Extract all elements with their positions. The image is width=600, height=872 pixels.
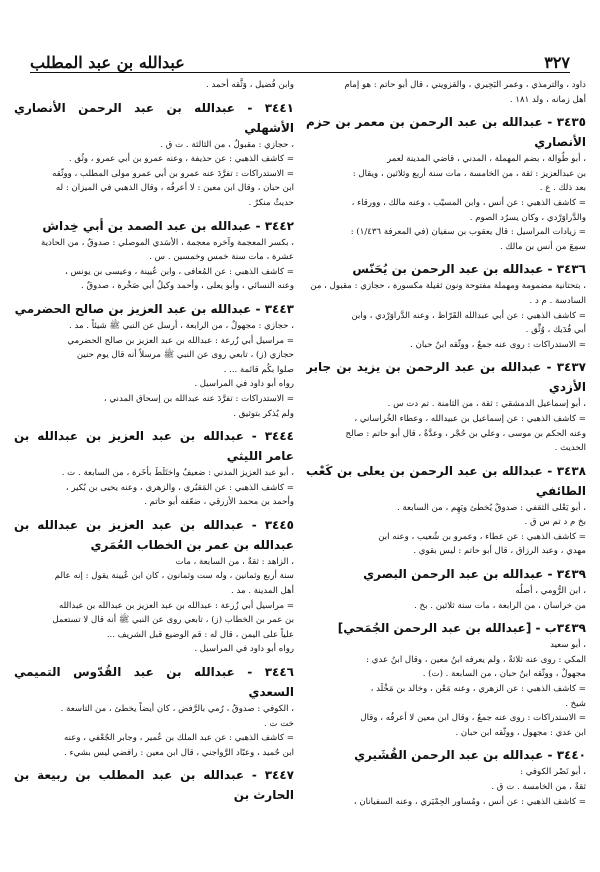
entry-text-line: السادسة . م د . <box>529 295 586 306</box>
biography-entry <box>306 112 586 254</box>
page-header <box>30 50 570 73</box>
entry-text-line: ، ابن الرُّومي ، أصلُه <box>515 586 586 597</box>
entry-text-line: وأحمد بن محمد الأزرقي ، ضعّفه أبو حاتم . <box>144 497 294 508</box>
entry-text-line: بن عمر بن الخطاب (ز) ، تابعي روى عن النبي ﷺ أنه قال لا تستعمل <box>52 615 294 626</box>
entry-heading: ٣٤٤١ - عبدالله بن عبد الرحمن الأنصاري الأشهلي <box>14 100 294 135</box>
entry-text-line: = كاشف الذهبي : عن إسماعيل بن عبيدالله ، وعطاء الخُراساني ، <box>354 413 586 424</box>
biography-entry <box>306 461 586 559</box>
entry-text-line: ، الزاهد : ثقةٌ ، من السابعة ، مات <box>175 556 294 567</box>
biography-entry <box>306 564 586 613</box>
entry-text-line: = كاشف الذهبي : عن أنس ، ومُساور الحِمْيَري ، وعنه السفيانان ، <box>353 796 586 807</box>
entry-text-line: ، بتحتانية مضمومة ومهملة مفتوحة ونون ثقيلة مكسورة ، حجازي : مقبول ، من <box>310 281 586 292</box>
entry-text-line: أهل المدينة . مد . <box>230 586 294 597</box>
entry-heading: ٣٤٣٧ - عبدالله بن عبد الرحمن بن يزيد بن جابر الأزدي <box>306 360 586 395</box>
entry-text-line: رواه أبو داود في المراسيل . <box>194 379 294 390</box>
entry-text-line: = كاشف الذهبي : عن حذيفة ، وعنه عمرو بن أبي عمرو ، وثُق . <box>68 154 294 165</box>
entry-text-line: خت ت . <box>263 718 294 729</box>
entry-text-line: حجازي (ز) ، تابعي روى عن النبي ﷺ مرسلاً أنه قال يوم حنين <box>76 350 294 361</box>
entry-heading: ٣٤٤٣ - عبدالله بن عبد العزيز بن صالح الحضرمي <box>14 301 294 316</box>
biography-entry <box>14 98 294 211</box>
entry-text-line: سمِعَ من أنس بن مالك . <box>499 241 586 252</box>
entry-text-line: مهدي ، وعبد الرزاق ، قال أبو حاتم : ليس بقوي . <box>413 546 586 557</box>
entry-text-line: = كاشف الذهبي : عن المَقبُري ، والزهري ، وعنه يحيى بن بُكير ، <box>65 482 294 493</box>
biography-entry <box>306 78 586 107</box>
running-title: عبدالله بن عبد المطلب <box>30 53 185 72</box>
entry-text-line: = كاشف الذهبي : عن عطاء ، وعمرو بن شُعيب ، وعنه ابن <box>378 531 586 542</box>
entry-text-line: = الاستدراكات : تفرَّدَ عنه عبدالله بن إسحاق المدني ، <box>103 393 294 404</box>
entry-text-line: = كاشف الذهبي : عن أنس ، وابن المسيّب ، وعنه مالك ، وورقاء ، <box>351 197 586 208</box>
entry-text-line: ، أبو إسماعيل الدمشقي : ثقة ، من الثامنة . تم دت س . <box>387 399 586 410</box>
entry-text-line: مجهولٌ ، ووثّقه ابنُ حبان ، من السابعة . (ت) . <box>422 669 586 680</box>
entry-text-line: وعنه النسائي ، وأبو يعلى ، وأحمد وكيلُ أبي صَخْرة ، صدوقٌ . <box>81 281 294 292</box>
entry-text-line: = الاستدراكات : تفرَّدَ عنه عمرو بن أبي عمرو مولى المطلب ، ووثّقه <box>52 168 294 179</box>
entry-text-line: ، أبو طُوالة ، بضم المهملة ، المدني ، قاضي المدينة لعمر <box>387 154 586 165</box>
entry-heading: ٣٤٣٥ - عبدالله بن عبد الرحمن بن معمر بن حزم الأنصاري <box>306 115 586 150</box>
entry-text-line: بعد ذلك . ع . <box>539 183 586 194</box>
entry-text-line: ، أبو عبد العزيز المدني : ضعيفٌ واختَلَطَ بأخَرة ، من السابعة . ت . <box>61 468 294 479</box>
entry-text-line: سنة أربع وثمانين ، وله ست وثمانون ، كان ابن عُيينة يقول : إنه عالم <box>54 571 294 582</box>
entry-text-line: ، أبو سعيد <box>550 640 586 651</box>
entry-text-line: والدَّراوَرْدي ، وكان يسرُد الصوم . <box>469 212 586 223</box>
entry-heading: ٣٤٤٧ - عبدالله بن عبد المطلب بن ربيعة بن الحارث بن <box>14 768 294 803</box>
page-number: ٣٢٧ <box>544 53 570 72</box>
right-column <box>306 78 586 864</box>
entry-text-line: ، أبو نَصْر الكوفي : <box>520 767 586 778</box>
entry-text-line: بخ م د تم س ق . <box>524 517 586 528</box>
entry-text-line: = كاشف الذهبي : عن المُعافى ، وابن عُيينة ، وعيسى بن يونس ، <box>64 266 294 277</box>
entry-text-line: رواه أبو داود في المراسيل . <box>194 644 294 655</box>
entry-text-line: = كاشف الذهبي : عن أبي عبدالله القَرّاظ ، وعنه الدَّراوَرْدي ، وابن <box>351 310 586 321</box>
entry-text-line: ، أبو يَعْلى الثقفي : صدوقٌ يُخطئ ويَهِم ، من السابعة . <box>396 502 586 513</box>
entry-text-line: عشرة ، مات سنة خمس وخمسين . س . <box>149 252 294 263</box>
entry-heading: ٣٤٤٥ - عبدالله بن عبد العزيز بن عبدالله بن عبدالله بن عمر بن الخطاب العُمَري <box>14 517 294 552</box>
entry-text-line: من خراسان ، من الرابعة ، مات سنة ثلاثين . بخ . <box>414 600 586 611</box>
entry-heading: ٣٤٣٩ - عبدالله بن عبد الرحمن البصري <box>363 567 586 582</box>
biography-entry <box>306 259 586 352</box>
biography-entry <box>306 618 586 740</box>
entry-text-line: أهل زمانه ، ولد ١٨١ . <box>509 94 586 105</box>
left-column <box>14 78 294 864</box>
biography-entry <box>14 765 294 805</box>
biography-entry <box>14 426 294 510</box>
entry-text-line: ابن حُميد ، وعبّاد الرَّواجني ، قال ابن معين : رافضي ليس بشيء . <box>64 747 294 758</box>
entry-heading: ٣٤٤٢ - عبدالله بن عبد الصمد بن أبي خِداش <box>42 218 294 233</box>
entry-text-line: ابن عدي : مجهول ، ووثّقه ابن حبان . <box>455 727 586 738</box>
entry-text-line: = زيادات المراسيل : قال يعقوب بن سفيان (في المعرفة ١/٤٣٦) : <box>350 227 586 238</box>
entry-text-line: داود ، والترمذي ، وعمر البَحِيري ، والقزويني ، قال أبو حاتم : هو إمام <box>344 80 586 90</box>
entry-text-line: ولم يُذكر بتوثيق . <box>233 408 294 419</box>
entry-heading: ٣٤٤٠ - عبدالله بن عبد الرحمن القُشَيري <box>354 748 586 763</box>
entry-text-line: ، حجازي : مقبولٌ ، من الثالثة . ت ق . <box>160 139 294 150</box>
entry-text-line: ، حجازي : مجهولٌ ، من الرابعة ، أرسل عن النبي ﷺ شيئاً . مد . <box>68 320 294 331</box>
entry-text-line: = كاشف الذهبي : عن الزهري ، وعنه مَعْن ، وخالد بن مَخْلَد ، <box>370 684 586 695</box>
entry-text-line: وابن فُضيل ، وَثَّقه أحمد . <box>206 80 294 90</box>
entry-text-line: = الاستدراكات : روى عنه جمعٌ ، ووثّقه ابنُ حبان . <box>410 339 586 350</box>
entry-text-line: = مراسيل أبي زُرعة : عبدالله بن عبد العزيز بن عبدالله بن عبدالله <box>58 600 294 611</box>
entry-heading: ٣٤٣٦ - عبدالله بن عبد الرحمن بن يُحَنّس <box>352 262 586 277</box>
entry-text-line: علياً على اليمن ، قال له : قم الوضيع قبل الشريف ... <box>106 629 294 640</box>
entry-text-line: ، بكسر المعجمة وآخره معجمة ، الأسَدي الموصلي : صدوقٌ ، من الحادية <box>41 237 294 248</box>
entry-text-line: ابن حبان ، وقال ابن معين : لا أعرفُه ، وقال الذهبي في الميزان : له <box>55 183 294 194</box>
biography-entry <box>14 515 294 657</box>
entry-heading: ٣٤٤٤ - عبدالله بن عبد العزيز بن عبدالله بن عامر الليثي <box>14 429 294 464</box>
biography-entry <box>14 216 294 294</box>
entry-heading: ٣٤٤٦ - عبدالله بن عبد القُدّوس التميمي السعدي <box>14 665 294 700</box>
entry-text-line: = الاستدراكات : روى عنه جمعٌ ، وقال ابن معين لا أعرفُه ، وقال <box>360 713 586 724</box>
entry-text-line: = مراسيل أبي زُرعة : عبدالله بن عبد العزيز بن صالح الحضرمي <box>67 335 294 346</box>
entry-heading: ٣٤٣٨ - عبدالله بن عبد الرحمن بن يعلى بن كَعْب الطائفي <box>306 463 586 498</box>
entry-text-line: صلوا بكُم قائمة ... . <box>223 364 294 375</box>
text-columns <box>14 78 586 864</box>
biography-entry <box>14 299 294 421</box>
entry-text-line: وعنه الحكم بن موسى ، وعلي بن حُجْر ، وعدَّةٌ ، قال أبو حاتم : صالح <box>345 428 586 439</box>
entry-text-line: ثقةٌ ، من الخامسة . ت ق . <box>491 782 586 792</box>
entry-text-line: شيخ . <box>565 698 586 709</box>
biography-entry <box>14 78 294 93</box>
entry-text-line: حديثٌ منكرٌ . <box>248 197 294 208</box>
entry-heading: ٣٤٣٩ب - [عبدالله بن عبد الرحمن الجُمَحي] <box>337 621 586 636</box>
entry-text-line: المكي : روى عنه ثلاثةٌ ، ولم يعرفه ابنُ معين ، وقال ابنُ عدي : <box>366 654 586 665</box>
entry-text-line: الحديث . <box>554 443 586 454</box>
biography-entry <box>306 745 586 809</box>
entry-text-line: ، الكوفي : صدوقٌ ، رُمي بالرَّفض ، كان أيضاً يخطئ ، من التاسعة . <box>60 704 294 715</box>
biography-entry <box>14 662 294 760</box>
entry-text-line: بن عبدالعزيز : ثقة ، من الخامسة ، مات سنة أربع وثلاثين ، ويقال : <box>352 168 586 179</box>
entry-text-line: أبي فُدَيك ، وُثِّق . <box>525 325 586 336</box>
biography-entry <box>306 357 586 455</box>
entry-text-line: = كاشف الذهبي : عن عبد الملك بن عُمير ، وجابر الجُعْفي ، وعنه <box>64 733 294 744</box>
